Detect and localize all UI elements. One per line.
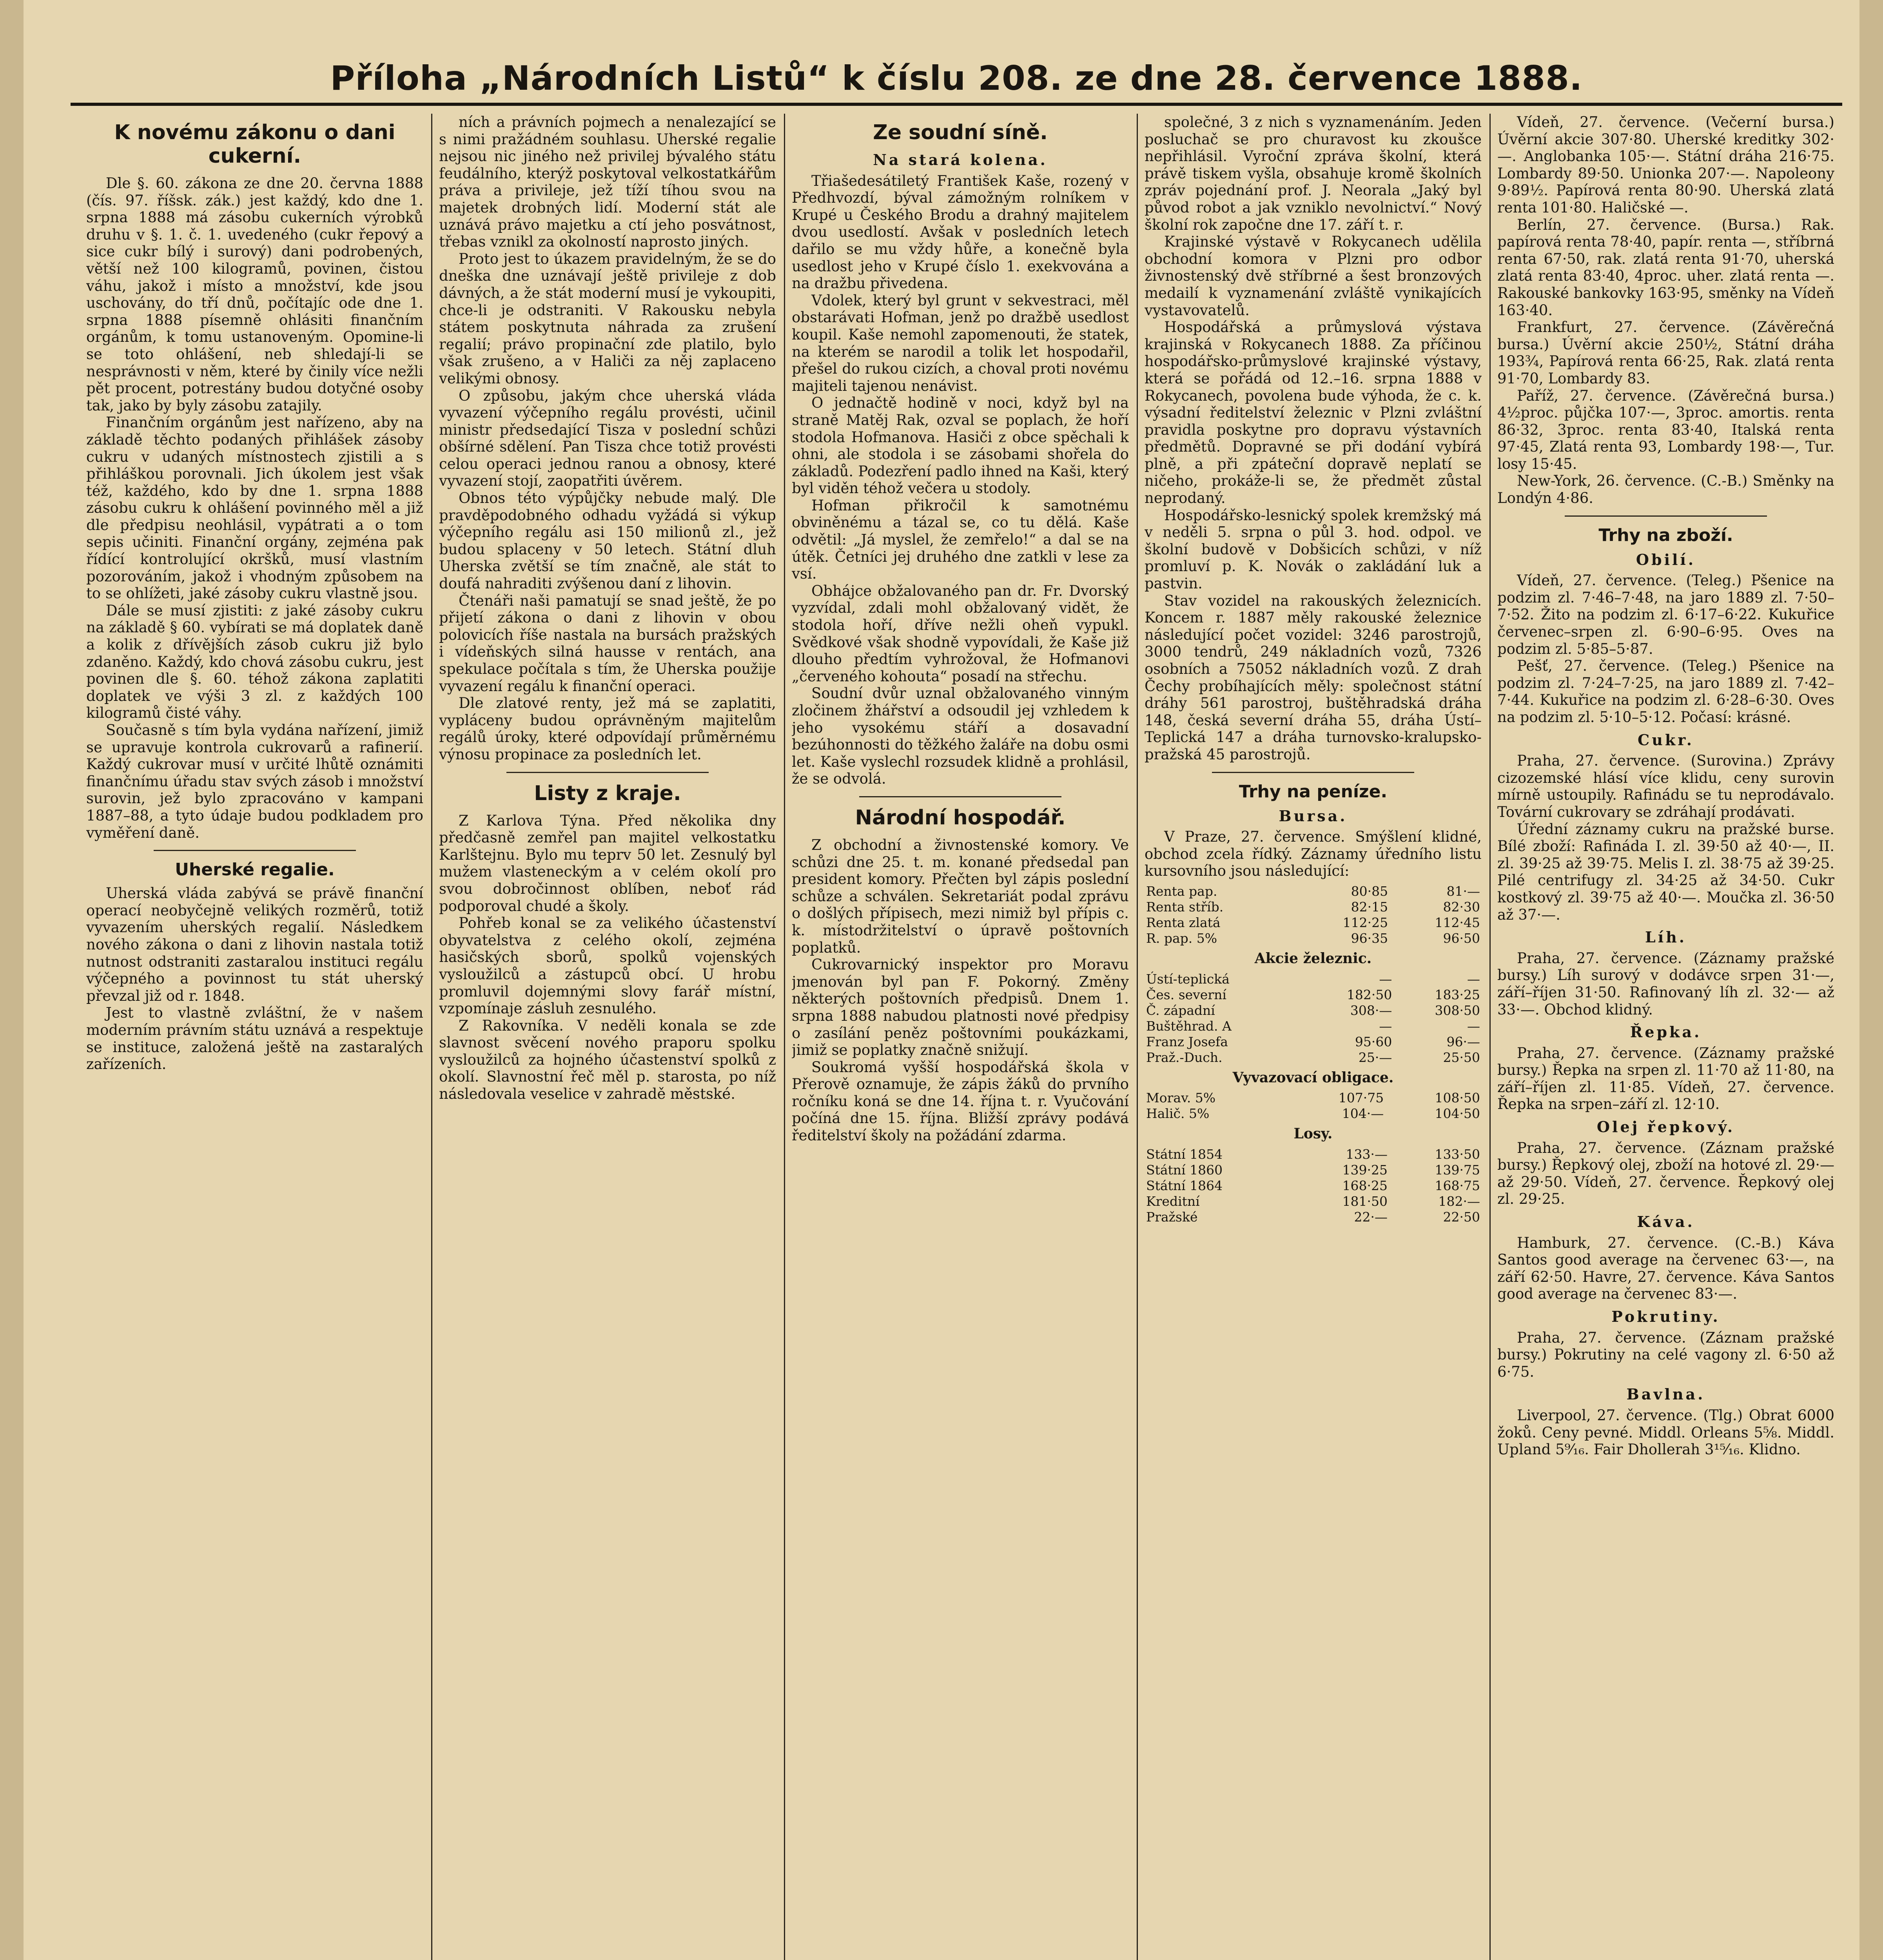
table-cell: Halič. 5% (1146, 1106, 1210, 1122)
table-cell: 95·60 (1355, 1034, 1392, 1049)
table-cell: 104·50 (1435, 1106, 1480, 1122)
table-cell: Renta stříb. (1146, 899, 1224, 915)
article-title: Na stará kolena. (873, 151, 1048, 169)
table-cell: Ústí-teplická (1146, 971, 1230, 987)
table-row (1145, 1034, 1482, 1050)
section-title: Trhy na zboží. (1598, 525, 1733, 545)
table-cell: 80·85 (1351, 883, 1388, 899)
paragraph: Praha, 27. července. (Záznamy pražské bursy.) Líh surový v dodávce srpen 31·—, září–říjen 31·50. Rafinovaný líh zl. 32·— až 33·—. Obchod klidný. (1497, 949, 1834, 1018)
column-1 (86, 114, 423, 1960)
market-table-bonds (1145, 1090, 1482, 1122)
paragraph: Finančním orgánům jest nařízeno, aby na základě těchto podaných přihlášek zásoby cukru v udaných místnostech zjistili a s přihláškou porovnali. Jich úkolem jest však též, každého, kdo by dne 1. srpna 1888 zásobu cukru k ohlášení povinného měl a již dle předpisu neohlásil, vypátrati a o tom sepis učiniti. Finanční orgány, zejména pak řídící kontrolující okršků, musí vlastním pozorováním, jakož i vhodným způsobem na to se ohlížeti, jaké zásoby cukru vlastně jsou. (86, 414, 423, 602)
table-cell: 82·15 (1351, 899, 1388, 915)
table-heading: Losy. (1293, 1125, 1333, 1142)
table-cell: Státní 1860 (1146, 1162, 1223, 1178)
table-row (1145, 971, 1482, 987)
market-table-railways (1145, 971, 1482, 1065)
paragraph: Stav vozidel na rakouských železnicích. Koncem r. 1887 měly rakouské železnice následující počet vozidel: 3246 parostrojů, 3000 tendrů, 249 nákladních vozů, 7326 osobních a 75052 nákladních vozů. Z drah Čechy probíhajících měly: společnost státní dráhy 561 parostroj, buštěhradská dráha 148, česká severní dráha 55, dráha Ústí–Teplická 147 a dráha turnovsko-kralupsko-pražská 45 parostrojů. (1145, 592, 1482, 763)
column-2 (439, 114, 776, 1960)
header-rule (71, 103, 1842, 106)
subsection-title: Líh. (1645, 928, 1687, 946)
paragraph: Cukrovarnický inspektor pro Moravu jmenován byl pan F. Pokorný. Změny některých poštovních předpisů. Dnem 1. srpna 1888 nabudou platnosti nové předpisy o zasílání peněz poštovními poukázkami, jimiž se poplatky značně snižují. (792, 956, 1129, 1059)
table-cell: Morav. 5% (1146, 1090, 1216, 1106)
paragraph: Hospodářsko-lesnický spolek kremžský má v neděli 5. srpna o půl 3. hod. odpol. ve školní budově v Dobšicích schůzi, v níž promluví p. K. Novák o zakládání luk a pastvin. (1145, 506, 1482, 592)
table-cell: Č. západní (1146, 1002, 1215, 1018)
paragraph: Praha, 27. července. (Záznam pražské bursy.) Pokrutiny na celé vagony zl. 6·50 až 6·75. (1497, 1329, 1834, 1380)
paragraph: Pešť, 27. července. (Teleg.) Pšenice na podzim zl. 7·24–7·25, na jaro 1889 zl. 7·42–7·44. Kukuřice na podzim zl. 6·28–6·30. Oves na podzim zl. 5·10–5·12. Počasí: krásné. (1497, 657, 1834, 726)
table-row (1145, 931, 1482, 946)
paragraph: Vdolek, který byl grunt v sekvestraci, měl obstarávati Hofman, jenž po dražbě usedlost koupil. Kaše nemohl zapomenouti, že statek, na kterém se narodil a tolik let hospodařil, přešel do rukou cizích, a choval proti novému majiteli tajenou nenávist. (792, 292, 1129, 394)
table-cell: 81·— (1446, 883, 1480, 899)
table-cell: 133·50 (1435, 1146, 1480, 1162)
table-cell: 112·25 (1342, 915, 1388, 930)
article-title: Uherské regalie. (175, 860, 335, 880)
section-title: Ze soudní síně. (873, 121, 1048, 144)
article-separator (506, 772, 709, 773)
paragraph: Berlín, 27. července. (Bursa.) Rak. papírová renta 78·40, papír. renta —, stříbrná renta 67·50, rak. zlatá renta 91·70, uherská zlatá renta 83·40, 4proc. uher. zlatá renta —. Rakouské bankovky 163·95, směnky na Vídeň 163·40. (1497, 216, 1834, 319)
table-cell: 133·— (1346, 1146, 1388, 1162)
table-cell: 181·50 (1342, 1193, 1388, 1209)
paragraph: Vídeň, 27. července. (Večerní bursa.) Úvěrní akcie 307·80. Uherské kreditky 302·—. Anglobanka 105·—. Státní dráha 216·75. Lombardy 89·50. Unionka 207·—. Napoleony 9·89½. Papírová renta 80·90. Uherská zlatá renta 101·80. Haličské —. (1497, 114, 1834, 216)
paragraph: Praha, 27. července. (Surovina.) Zprávy cizozemské hlásí více klidu, ceny surovin mírně ustoupily. Rafinádu se tu neprodávalo. Tovární cukrovary se zdráhají prodávati. (1497, 752, 1834, 820)
market-table-lots (1145, 1147, 1482, 1225)
table-row (1145, 1178, 1482, 1194)
article-separator (154, 850, 356, 851)
article-separator (859, 796, 1061, 797)
paragraph: Dále se musí zjistiti: z jaké zásoby cukru na základě § 60. vybírati se má doplatek daně a kolik z dřívějších zásob cukru již bylo zdaněno. Každý, kdo chová zásobu cukru, jest povinen dle §. 60. téhož zákona zaplatiti doplatek ve výši 3 zl. z každých 100 kilogramů čisté váhy. (86, 602, 423, 722)
table-row (1145, 1147, 1482, 1162)
table-cell: — (1379, 1018, 1392, 1034)
paragraph: společné, 3 z nich s vyznamenáním. Jeden posluchač se pro churavost ku zkoušce nepřihlásil. Vyroční zpráva školní, která právě tiskem vyšla, obsahuje kromě školních zpráv pojednání prof. J. Neorala „Jaký byl původ robot a jak vzniklo nevolnictví.“ Nový školní rok započne dne 17. září t. r. (1145, 114, 1482, 233)
column-5 (1497, 114, 1834, 1960)
table-row (1145, 1106, 1482, 1122)
subsection-title: Obilí. (1636, 550, 1696, 568)
table-cell: Kreditní (1146, 1193, 1200, 1209)
paragraph: Z Karlova Týna. Před několika dny předčasně zemřel pan majitel velkostatku Karlštejnu. Bylo mu teprv 50 let. Zesnulý byl mužem vlasteneckým a v celém okolí pro svou dobročinnost oblíben, neboť rád podporoval chudé a školy. (439, 812, 776, 915)
table-cell: Čes. severní (1146, 987, 1226, 1002)
table-cell: 25·50 (1443, 1049, 1480, 1065)
table-cell: — (1379, 971, 1392, 987)
table-cell: 168·75 (1435, 1178, 1480, 1193)
subsection-title: Cukr. (1638, 731, 1694, 749)
table-cell: 112·45 (1435, 915, 1480, 930)
scan-edge-right (1859, 0, 1883, 1960)
table-cell: Renta pap. (1146, 883, 1217, 899)
subsection-title: Řepka. (1630, 1023, 1702, 1041)
paragraph: Praha, 27. července. (Záznam pražské bursy.) Řepkový olej, zboží na hotové zl. 29·— až 29·50. Vídeň, 27. července. Řepkový olej zl. 29·25. (1497, 1139, 1834, 1208)
column-rule (1137, 114, 1138, 1960)
supplement-header: Příloha „Národních Listů“ k číslu 208. ze dne 28. července 1888. (330, 59, 1583, 98)
paragraph: Proto jest to úkazem pravidelným, že se do dneška dne uznávají ještě privileje z dob dávných, a že stát moderní musí je vykoupiti, chce-li je odstraniti. V Rakousku nebyla státem poskytnuta náhrada za zrušení regalií; právo propinační zde platilo, bylo však zrušeno, a v Haliči za něj zaplaceno velikými obnosy. (439, 250, 776, 387)
table-cell: Státní 1864 (1146, 1178, 1223, 1193)
table-cell: 308·— (1350, 1002, 1392, 1018)
paragraph: Obhájce obžalovaného pan dr. Fr. Dvorský vyzvídal, zdali mohl obžalovaný vidět, že stodola hoří, dříve nežli oheň vypukl. Svědkové však shodně vypovídali, že Kaše již dlouho předtím vyhrožoval, že Hofmanovi „červeného kohouta“ posadí na střechu. (792, 582, 1129, 685)
paragraph: Čtenáři naši pamatují se snad ještě, že po přijetí zákona o dani z lihovin v obou polovicích říše nastala na bursách pražských i vídeňských silná hausse v rentách, ana spekulace počítala s tím, že Uherska použije vyvazení regálu k finanční operaci. (439, 592, 776, 695)
table-cell: Státní 1854 (1146, 1146, 1223, 1162)
column-rule (431, 114, 432, 1960)
scan-edge-left (0, 0, 24, 1960)
column-rule (1489, 114, 1491, 1960)
table-cell: 25·— (1358, 1049, 1392, 1065)
table-cell: 82·30 (1443, 899, 1480, 915)
table-cell: 96·— (1446, 1034, 1480, 1049)
table-row (1145, 1162, 1482, 1178)
table-cell: R. pap. 5% (1146, 930, 1217, 946)
table-cell: 139·25 (1342, 1162, 1388, 1178)
paragraph: Úřední záznamy cukru na pražské burse. Bílé zboží: Rafináda I. zl. 39·50 až 40·—, II. zl. 39·25 až 39·75. Melis I. zl. 38·75 až 39·25. Pilé centrifugy zl. 34·25 až 34·50. Cukr kostkový zl. 39·75 až 40·—. Moučka zl. 36·50 až 37·—. (1497, 820, 1834, 923)
paragraph: Z obchodní a živnostenské komory. Ve schůzi dne 25. t. m. konané předsedal pan president komory. Přečten byl zápis poslední schůze a schválen. Sekretariát podal zprávu o došlých přípisech, mezi nimiž byl přípis c. k. místodržitelství o úpravě poštovních poplatků. (792, 836, 1129, 956)
article-separator (1565, 515, 1767, 517)
table-cell: Renta zlatá (1146, 915, 1221, 930)
paragraph: O jednačtě hodině v noci, když byl na straně Matěj Rak, ozval se poplach, že hoří stodola Hofmanova. Hasiči z obce spěchali k ohni, ale stodola i se zásobami shořela do základů. Podezření padlo ihned na Kaši, který byl viděn téhož večera u stodoly. (792, 394, 1129, 497)
table-cell: 22·— (1354, 1209, 1388, 1225)
paragraph: Současně s tím byla vydána nařízení, jimiž se upravuje kontrola cukrovarů a rafinerií. Každý cukrovar musí v určité lhůtě oznámiti finančnímu úřadu stav svých zásob i množství surovin, jež bylo zpracováno v kampani 1887–88, a tyto údaje budou podkladem pro vyměření daně. (86, 722, 423, 841)
paragraph: Uherská vláda zabývá se právě finanční operací neobyčejně velikých rozměrů, totiž vyvazením uherských regalií. Následkem nového zákona o dani z lihovin nastala totiž nutnost odstraniti zastaralou instituci regálu výčepného a povinnost tu stát uherský převzal již od r. 1848. (86, 885, 423, 1004)
paragraph: Dle §. 60. zákona ze dne 20. června 1888 (čís. 97. říšsk. zák.) jest každý, kdo dne 1. srpna 1888 má zásobu cukerních výrobků druhu v §. 1. č. 1. uvedeného (cukr řepový a sice cukr bílý i surový) dani podrobených, větší než 100 kilogramů, povinen, čistou váhu, jakož i místo a množství, kde jsou uschovány, do tří dnů, počítajíc ode dne 1. srpna 1888 písemně ohlásiti finančním orgánům, k tomu ustanoveným. Opomine-li se toto ohlášení, neb shledají-li se nesprávnosti v něm, které by činily více nežli pět procent, potrestány budou dotyčné osoby tak, jako by byly zásobu zatajily. (86, 175, 423, 414)
paragraph: Vídeň, 27. července. (Teleg.) Pšenice na podzim zl. 7·46–7·48, na jaro 1889 zl. 7·50–7·52. Žito na podzim zl. 6·17–6·22. Kukuřice červenec–srpen zl. 6·90–6·95. Oves na podzim zl. 5·85–5·87. (1497, 572, 1834, 657)
table-cell: — (1467, 1018, 1480, 1034)
table-cell: 182·50 (1346, 987, 1392, 1002)
table-cell: 104·— (1342, 1106, 1384, 1122)
table-heading: Vyvazovací obligace. (1232, 1069, 1394, 1086)
table-row (1145, 1003, 1482, 1018)
paragraph: Soukromá vyšší hospodářská škola v Přerově oznamuje, že zápis žáků do prvního ročníku koná se dne 14. října t. r. Vyučování počíná dne 15. října. Bližší zprávy podává ředitelství školy na požádání zdarma. (792, 1058, 1129, 1144)
paragraph: Hospodářská a průmyslová výstava krajinská v Rokycanech 1888. Za příčinou hospodářsko-průmyslové krajinské výstavy, která se pořádá od 12.–16. srpna 1888 v Rokycanech, povolena bude výhoda, že c. k. výsadní ředitelství železnic v Plzni zvláštní pravidla poskytne pro dopravu výstavních předmětů. Dopravné se při dodání vybírá plně, a při zpáteční dopravě neplatí se ničeho, prokáže-li se, že předmět zůstal neprodaný. (1145, 319, 1482, 507)
subsection-title: Bursa. (1279, 807, 1348, 825)
subsection-title: Pokrutiny. (1611, 1308, 1720, 1325)
table-row (1145, 915, 1482, 931)
paragraph: Dle zlatové renty, jež má se zaplatiti, vypláceny budou oprávněným majitelům regálů úroky, které odpovídají průměrnému výnosu propinace za posledních let. (439, 695, 776, 763)
paragraph: Frankfurt, 27. července. (Závěrečná bursa.) Úvěrní akcie 250½, Státní dráha 193¾, Papírová renta 66·25, Rak. zlatá renta 91·70, Lombardy 83. (1497, 319, 1834, 387)
table-row (1145, 987, 1482, 1003)
paragraph: O způsobu, jakým chce uherská vláda vyvazení výčepního regálu provésti, učinil ministr předsedající Tisza v poslední schůzi obšírné sdělení. Pan Tisza chce totiž provésti celou operaci jednou ranou a obnosy, které vyvazení stojí, zaopatřiti úvěrem. (439, 387, 776, 490)
paragraph: New-York, 26. července. (C.-B.) Směnky na Londýn 4·86. (1497, 472, 1834, 507)
table-cell: Praž.-Duch. (1146, 1049, 1223, 1065)
table-row (1145, 1050, 1482, 1065)
subsection-title: Káva. (1637, 1213, 1695, 1231)
table-cell: 183·25 (1435, 987, 1480, 1002)
table-cell: — (1467, 971, 1480, 987)
paragraph: Krajinské výstavě v Rokycanech udělila obchodní komora v Plzni pro odbor živnostenský dvě stříbrné a šest bronzových medailí k vyznamenání zvláště vynikajících vystavovatelů. (1145, 233, 1482, 319)
paragraph: Soudní dvůr uznal obžalovaného vinným zločinem žhářství a odsoudil jej vzhledem k jeho vysokému stáří a dosavadní bezúhonnosti do těžkého žaláře na dobu osmi let. Kaše vyslechl rozsudek klidně a prohlásil, že se odvolá. (792, 685, 1129, 788)
table-row (1145, 884, 1482, 899)
paragraph: Paříž, 27. července. (Závěrečná bursa.) 4½proc. půjčka 107·—, 3proc. amortis. renta 86·32, 3proc. renta 83·40, Italská renta 97·45, Zlatá renta 93, Lombardy 198·—, Tur. losy 15·45. (1497, 387, 1834, 472)
table-cell: Franz Josefa (1146, 1034, 1228, 1049)
market-table-rentes (1145, 884, 1482, 946)
table-cell: Pražské (1146, 1209, 1198, 1225)
table-cell: 96·35 (1351, 930, 1388, 946)
table-row (1145, 1209, 1482, 1225)
table-row (1145, 1018, 1482, 1034)
paragraph: ních a právních pojmech a nenalezající se s nimi pražádném souhlasu. Uherské regalie nejsou nic jiného než privilej bývalého státu feudálního, kterýž poskytoval velkostatkářům práva a privileje, jež tíží tíhou svou na majetek drobných lidí. Moderní stát ale uznává právo majetku a ctí jeho posvátnost, třebas vznikl za okolností naprosto jiných. (439, 114, 776, 250)
column-4 (1145, 114, 1482, 1960)
paragraph: Obnos této výpůjčky nebude malý. Dle pravděpodobného odhadu vyžádá si výkup výčepního regálu asi 150 milionů zl., jež budou splaceny v 50 letech. Státní dluh Uherska zvětší se tím značně, ale stát to doufá nahraditi zvýšenou daní z lihovin. (439, 490, 776, 592)
table-cell: 168·25 (1342, 1178, 1388, 1193)
section-title: Národní hospodář. (855, 806, 1066, 829)
table-row (1145, 899, 1482, 915)
table-cell: 108·50 (1435, 1090, 1480, 1106)
paragraph: Hamburk, 27. července. (C.-B.) Káva Santos good average na červenec 63·—, na září 62·50. Havre, 27. července. Káva Santos good average na červenec 83·—. (1497, 1234, 1834, 1303)
article-title: K novému zákonu o dani cukerní. (114, 121, 395, 168)
table-cell: 107·75 (1338, 1090, 1384, 1106)
paragraph: Hofman přikročil k samotnému obviněnému a tázal se, co tu dělá. Kaše odvětil: „Já myslel, že zemřelo!“ a dal se na útěk. Četníci jej druhého dne zatkli v lese za vsí. (792, 497, 1129, 583)
paragraph: Třiašedesátiletý František Kaše, rozený v Předhvozdí, býval zámožným rolníkem v Krupé u Českého Brodu a drahný majitelem dvou usedlostí. Avšak v posledních letech dařilo se mu vždy hůře, a konečně byla usedlost jeho v Krupé číslo 1. exekvována a na dražbu přivedena. (792, 172, 1129, 292)
column-3 (792, 114, 1129, 1960)
table-cell: 22·50 (1443, 1209, 1480, 1225)
table-cell: 308·50 (1435, 1002, 1480, 1018)
table-cell: Buštěhrad. A (1146, 1018, 1232, 1034)
table-cell: 139·75 (1435, 1162, 1480, 1178)
subsection-title: Olej řepkový. (1596, 1118, 1735, 1136)
column-rule (784, 114, 785, 1960)
paragraph: Z Rakovníka. V neděli konala se zde slavnost svěcení nového praporu spolku vysloužilců za hojného účastenství spolků z okolí. Slavnostní řeč měl p. starosta, po níž následovala veselice v zahradě městské. (439, 1017, 776, 1103)
table-row (1145, 1194, 1482, 1209)
paragraph: Liverpool, 27. července. (Tlg.) Obrat 6000 žoků. Ceny pevné. Middl. Orleans 5⅝. Middl. Upland 5⁹⁄₁₆. Fair Dhollerah 3¹⁵⁄₁₆. Klidno. (1497, 1406, 1834, 1458)
table-heading: Akcie železnic. (1254, 950, 1372, 967)
paragraph: Jest to vlastně zvláštní, že v našem moderním právním státu uznává a respektuje se instituce, založená ještě na zastaralých zařízeních. (86, 1004, 423, 1073)
article-separator (1212, 772, 1414, 773)
section-title: Trhy na peníze. (1239, 781, 1388, 802)
table-cell: 182·— (1438, 1193, 1480, 1209)
paragraph: V Praze, 27. července. Smýšlení klidné, obchod zcela řídký. Záznamy úředního listu kursovního jsou následující: (1145, 828, 1482, 880)
paragraph: Pohřeb konal se za velikého účastenství obyvatelstva z celého okolí, zejména hasičských sborů, spolků vojenských vysloužilců a zástupců obcí. U hrobu promluvil dojemnými slovy farář místní, vzpomínaje zásluh zesnulého. (439, 915, 776, 1017)
subsection-title: Bavlna. (1626, 1385, 1705, 1403)
table-row (1145, 1090, 1482, 1106)
section-title: Listy z kraje. (534, 781, 681, 805)
paragraph: Praha, 27. července. (Záznamy pražské bursy.) Řepka na srpen zl. 11·70 až 11·80, na září–říjen zl. 11·85. Vídeň, 27. července. Řepka na srpen–září zl. 12·10. (1497, 1044, 1834, 1113)
table-cell: 96·50 (1443, 930, 1480, 946)
